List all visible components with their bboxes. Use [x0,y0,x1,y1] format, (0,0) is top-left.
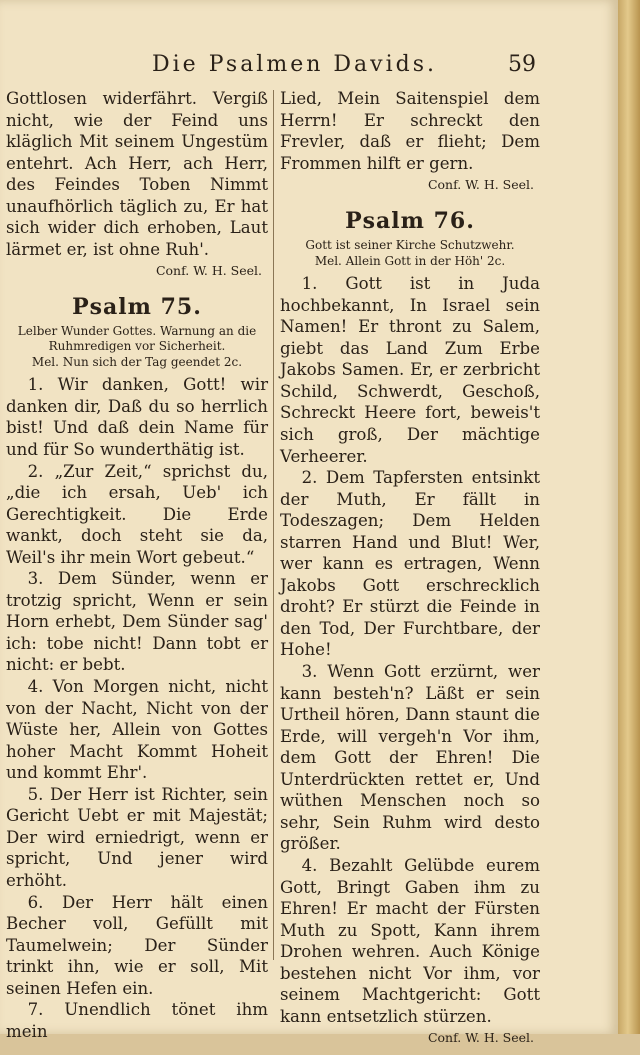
verse: 4. Bezahlt Gelübde eurem Gott, Bringt Gaben ihm zu Ehren! Er macht der Fürsten Muth zu Spott, Kann ihrem Drohen wehren. Auch Könige bestehen nicht Vor ihm, vor seinem Machtgericht: Gott kann entsetzlich stürzen. [280,855,540,1026]
verse: 3. Dem Sünder, wenn er trotzig spricht, Wenn er sein Horn erhebt, Dem Sünder sag' ich: tobe nicht! Dann tobt er nicht: er bebt. [6,569,268,675]
page-edge [618,0,640,1034]
verse: 6. Der Herr hält einen Becher voll, Gefüllt mit Taumelwein; Der Sünder trinkt ihn, wie er soll, Mit seinen Hefen ein. [6,892,268,998]
verse: 1. Gott ist in Juda hochbekannt, In Israel sein Namen! Er thront zu Salem, giebt das Land Zum Erbe Jakobs Samen. Er, er zerbricht Schild, Schwerdt, Geschoß, Schreckt Heere fort, beweis't sich groß, Der mächtige Verheerer. [280,274,540,466]
right-column [280,88,540,1055]
melody-line: Mel. Nun sich der Tag geendet 2c. [31,355,243,370]
page-header [0,52,618,84]
hymn-continuation: Lied, Mein Saitenspiel dem Herrn! Er schreckt den Frevler, daß er flieht; Dem Frommen hilft er gern. [280,89,540,173]
author-signature: Conf. W. H. Seel. [427,177,534,193]
verse: 4. Von Morgen nicht, nicht von der Nacht, Nicht von der Wüste her, Allein von Gottes hoher Macht Kommt Hoheit und kommt Ehr'. [6,677,268,783]
verse: 7. Unendlich tönet ihm mein [6,1000,268,1041]
psalm-title: Psalm 75. [72,294,202,321]
author-signature: Conf. W. H. Seel. [427,1030,534,1046]
running-title: Die Psalmen Davids. [152,52,437,77]
column-divider [273,90,274,960]
verse: 1. Wir danken, Gott! wir danken dir, Daß du so herrlich bist! Und daß dein Name für und für So wunderthätig ist. [6,375,268,460]
left-column [6,88,268,1042]
verse: 5. Der Herr ist Richter, sein Gericht Uebt er mit Majestät; Der wird erniedrigt, wenn er spricht, Und jener wird erhöht. [6,784,268,890]
psalm-subtitle: Gott ist seiner Kirche Schutzwehr. [305,238,515,253]
verse: 2. Dem Tapfersten entsinkt der Muth, Er fällt in Todeszagen; Dem Helden starren Hand und Blut! Wer, wer kann es ertragen, Wenn Jakobs Gott erschrecklich droht? Er stürzt die Feinde in den Tod, Der Furchtbare, der Hohe! [280,468,540,660]
author-signature: Conf. W. H. Seel. [155,263,262,279]
verse: 2. „Zur Zeit,“ sprichst du, „die ich ersah, Ueb' ich Gerechtigkeit. Die Erde wankt, doch steht sie da, Weil's ihr mein Wort gebeut.“ [6,461,268,567]
page-number: 59 [508,52,536,77]
melody-line: Mel. Allein Gott in der Höh' 2c. [314,254,506,269]
hymn-continuation: Gottlosen widerfährt. Vergiß nicht, wie der Feind uns kläglich Mit seinem Ungestüm entehrt. Ach Herr, ach Herr, des Feindes Toben Nimmt unaufhörlich täglich zu, Er hat sich wider dich erhoben, Laut lärmet er, ist ohne Ruh'. [6,89,268,259]
verse: 3. Wenn Gott erzürnt, wer kann besteh'n? Läßt er sein Urtheil hören, Dann staunt die Erde, will vergeh'n Vor ihm, dem Gott der Ehren! Die Unterdrückten rettet er, Und wüthen Menschen noch so sehr, Sein Ruhm wird desto größer. [280,662,540,854]
psalm-title: Psalm 76. [345,208,475,235]
psalm-subtitle: Lelber Wunder Gottes. Warnung an die Ruhmredigen vor Sicherheit. [17,324,257,354]
